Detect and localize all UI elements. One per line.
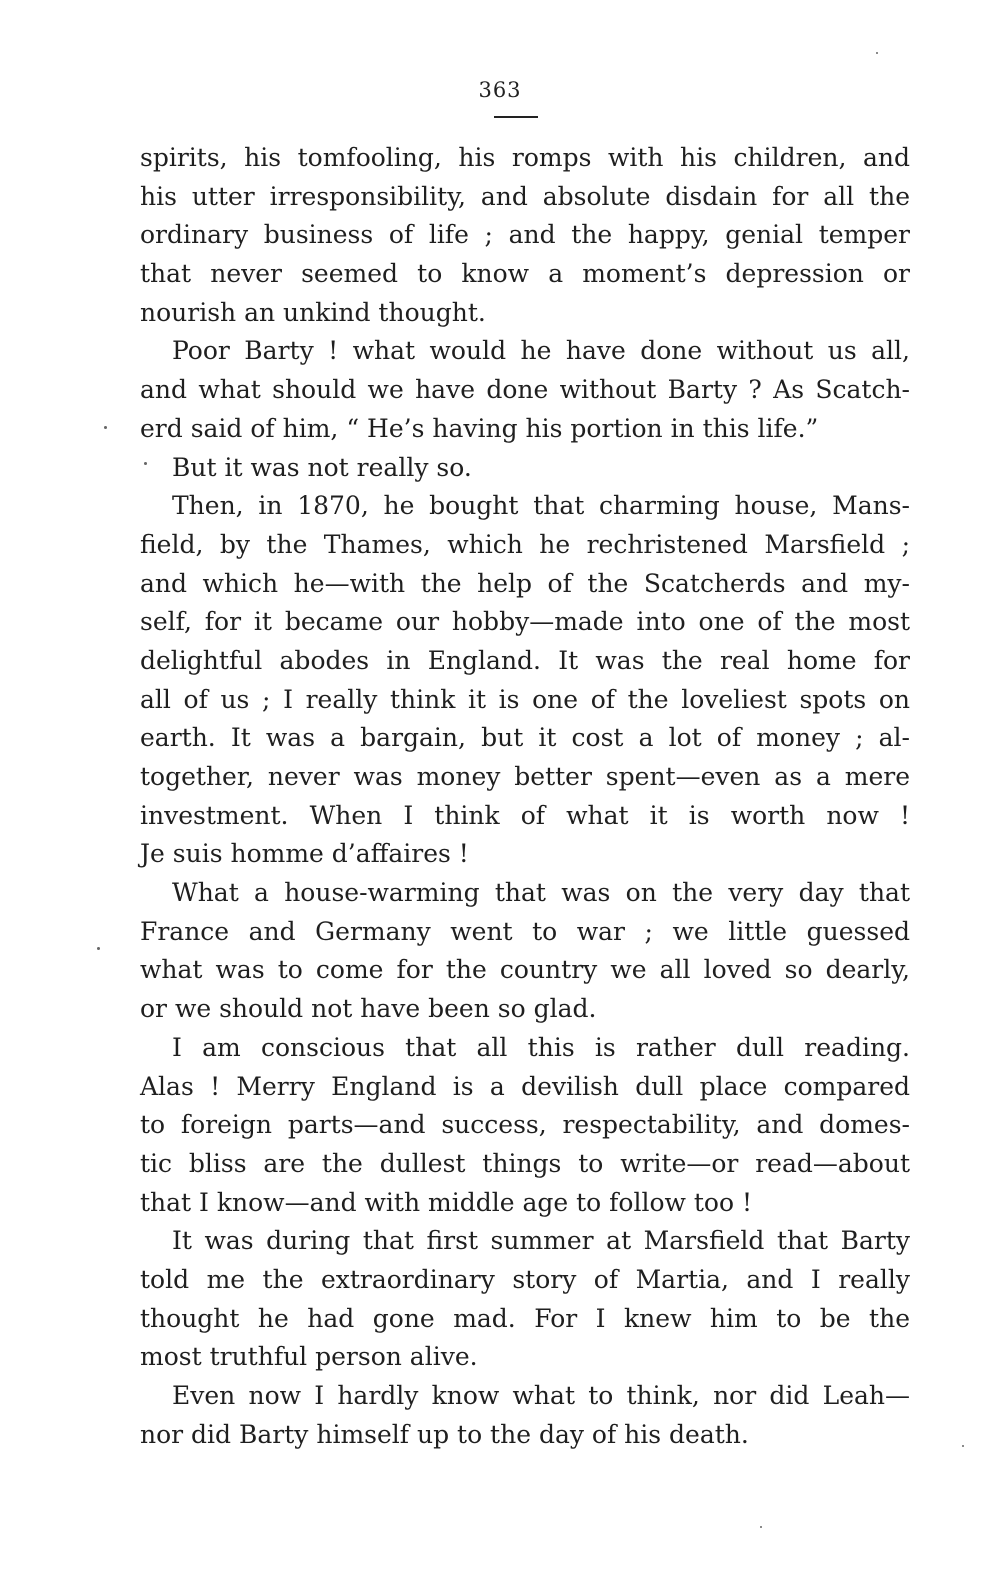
scan-speck [876, 52, 878, 54]
text-line: or we should not have been so glad. [140, 994, 597, 1024]
text-line: thought he had gone mad. For I knew him to be the [140, 1303, 910, 1333]
text-line: Alas ! Merry England is a devilish dull place compared [140, 1071, 910, 1101]
page-number: 363 [478, 78, 522, 102]
scan-speck [104, 426, 107, 429]
body-text [140, 139, 910, 1454]
scan-speck [760, 1526, 762, 1528]
text-line: all of us ; I really think it is one of the loveliest spots on [140, 684, 910, 714]
text-line: It was during that first summer at Marsfield that Barty [172, 1226, 910, 1256]
scan-speck [144, 462, 147, 465]
text-line: and which he—with the help of the Scatcherds and my- [140, 568, 910, 598]
scan-speck [97, 947, 100, 950]
text-line: investment. When I think of what it is worth now ! [140, 800, 910, 830]
text-line: But it was not really so. [172, 452, 472, 482]
text-line: nourish an unkind thought. [140, 297, 486, 327]
text-line: field, by the Thames, which he rechristened Marsfield ; [140, 529, 910, 559]
text-line: self, for it became our hobby—made into one of the most [140, 607, 910, 637]
scan-speck [962, 1445, 964, 1447]
text-line: his utter irresponsibility, and absolute disdain for all the [140, 181, 910, 211]
text-line: what was to come for the country we all loved so dearly, [140, 955, 910, 985]
text-line: and what should we have done without Barty ? As Scatch- [140, 375, 910, 405]
text-line: earth. It was a bargain, but it cost a lot of money ; al- [140, 723, 910, 753]
text-line: France and Germany went to war ; we little guessed [140, 916, 910, 946]
text-line: erd said of him, “ He’s having his portion in this life.” [140, 413, 819, 443]
text-line: to foreign parts—and success, respectability, and domes- [140, 1110, 910, 1140]
text-line: told me the extraordinary story of Martia, and I really [140, 1264, 910, 1294]
text-line: most truthful person alive. [140, 1342, 478, 1372]
text-line: Je suis homme d’affaires ! [140, 839, 469, 869]
text-line: What a house-warming that was on the very day that [172, 878, 910, 908]
text-line: ordinary business of life ; and the happy, genial temper [140, 220, 910, 250]
text-line: Even now I hardly know what to think, nor did Leah— [172, 1381, 910, 1410]
text-line: tic bliss are the dullest things to write—or read—about [140, 1148, 910, 1178]
text-line: delightful abodes in England. It was the real home for [140, 645, 910, 675]
text-line: spirits, his tomfooling, his romps with his children, and [140, 143, 910, 172]
text-line: Then, in 1870, he bought that charming house, Mans- [172, 491, 910, 521]
page-number-rule [494, 116, 538, 118]
text-line: that never seemed to know a moment’s depression or [140, 259, 910, 289]
text-line: I am conscious that all this is rather dull reading. [172, 1032, 910, 1062]
text-line: together, never was money better spent—even as a mere [140, 762, 910, 791]
text-line: Poor Barty ! what would he have done without us all, [172, 336, 910, 366]
text-line: that I know—and with middle age to follow too ! [140, 1187, 752, 1217]
text-line: nor did Barty himself up to the day of his death. [140, 1419, 749, 1449]
